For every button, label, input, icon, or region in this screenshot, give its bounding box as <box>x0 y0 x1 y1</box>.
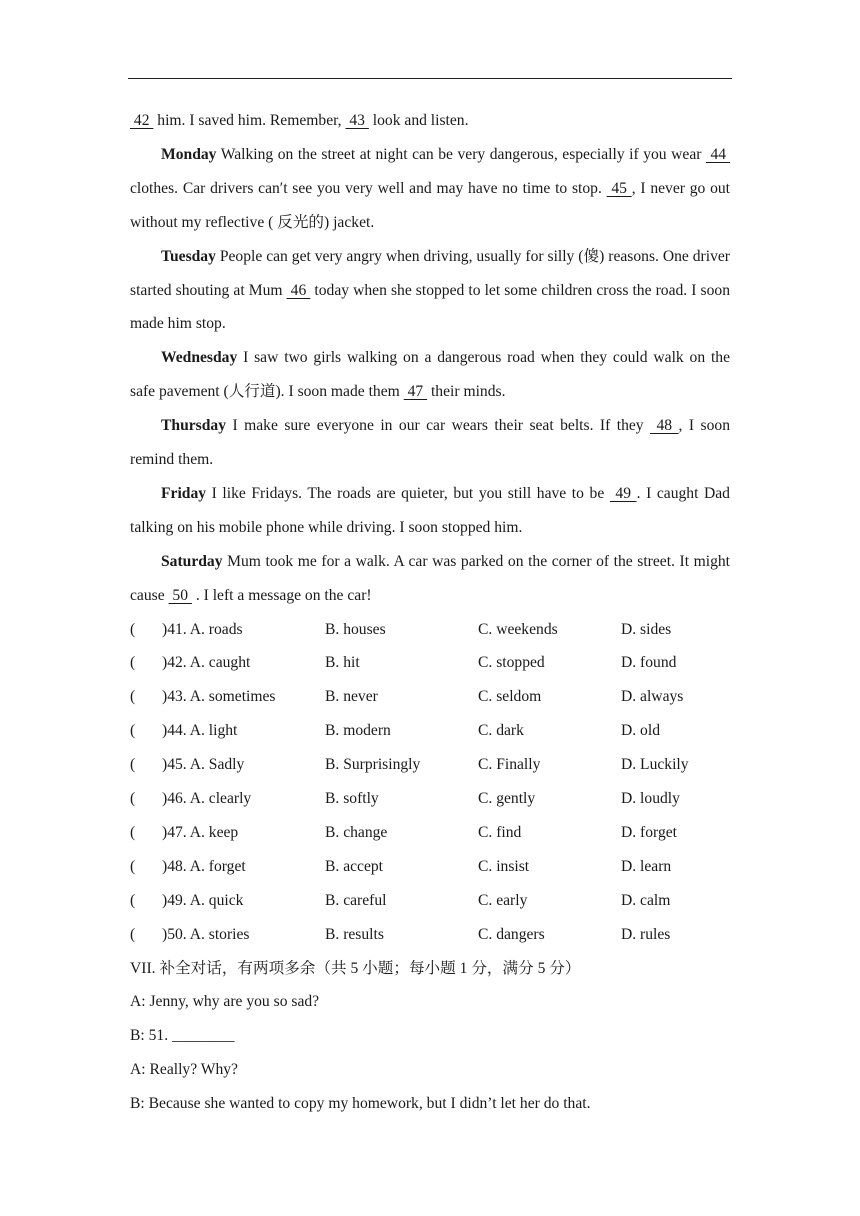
blank-49[interactable]: 49 <box>609 484 637 502</box>
option-a: )42. A. caught <box>162 654 251 672</box>
question-46 <box>130 782 730 816</box>
option-c: C. Finally <box>478 756 541 774</box>
option-a: )44. A. light <box>162 722 238 740</box>
day-label: Saturday <box>161 552 223 570</box>
answer-paren[interactable]: ( <box>130 823 136 841</box>
day-label: Thursday <box>161 417 227 435</box>
day-label: Monday <box>161 145 217 163</box>
option-b: B. houses <box>325 620 386 638</box>
option-a: )46. A. clearly <box>162 790 252 808</box>
option-a: )45. A. Sadly <box>162 756 245 774</box>
diary-text: . I caught Dad talking on his mobile phone while driving. I soon stopped him. <box>130 484 730 536</box>
blank-42[interactable]: 42 <box>130 112 154 129</box>
dialog-line: A: Jenny, why are you so sad? <box>130 993 320 1011</box>
diary-text: . I left a message on the car! <box>191 586 372 604</box>
dialog-line: A: Really? Why? <box>130 1061 238 1079</box>
header-rule <box>128 78 732 79</box>
option-b: B. results <box>325 925 384 943</box>
option-c: C. seldom <box>478 688 542 706</box>
day-label: Tuesday <box>161 247 216 265</box>
blank-46[interactable]: 46 <box>286 281 311 299</box>
dialog-line: B: Because she wanted to copy my homework, but I didn’t let her do that. <box>130 1095 591 1113</box>
option-a: )47. A. keep <box>162 823 239 841</box>
question-48 <box>130 850 730 884</box>
diary-text: I like Fridays. The roads are quieter, but you still have to be <box>206 484 610 502</box>
diary-text: I make sure everyone in our car wears their seat belts. If they <box>226 417 651 435</box>
diary-friday <box>130 477 730 545</box>
option-d: D. found <box>621 654 677 672</box>
blank-48[interactable]: 48 <box>650 417 679 435</box>
diary-text: Mum took me for a walk. A car was parked on the corner of the street. It might cause <box>130 552 730 604</box>
document-body <box>130 104 730 1121</box>
section-7-title: VII. 补全对话，有两项多余（共 5 小题；每小题 1 分，满分 5 分） <box>130 959 581 977</box>
answer-paren[interactable]: ( <box>130 620 136 638</box>
question-47 <box>130 816 730 850</box>
option-c: C. insist <box>478 857 530 875</box>
option-d: D. loudly <box>621 790 680 808</box>
option-c: C. stopped <box>478 654 545 672</box>
answer-paren[interactable]: ( <box>130 722 136 740</box>
blank-43[interactable]: 43 <box>345 112 369 129</box>
option-d: D. learn <box>621 857 672 875</box>
option-d: D. old <box>621 722 660 740</box>
question-43 <box>130 680 730 714</box>
option-b: B. softly <box>325 790 379 808</box>
diary-text: People can get very angry when driving, usually for silly (傻) reasons. One driver started shouting at Mum <box>130 247 730 299</box>
answer-paren[interactable]: ( <box>130 925 136 943</box>
answer-paren[interactable]: ( <box>130 688 136 706</box>
diary-text: , I never go out without my reflective ( 反光的) jacket. <box>130 179 731 231</box>
option-a: )43. A. sometimes <box>162 688 276 706</box>
option-c: C. dangers <box>478 925 545 943</box>
diary-text: today when she stopped to let some children cross the road. I soon made him stop. <box>130 281 730 333</box>
diary-text: clothes. Car drivers can′t see you very well and may have no time to stop. <box>130 179 607 197</box>
option-d: D. Luckily <box>621 756 689 774</box>
option-d: D. rules <box>621 925 671 943</box>
day-label: Friday <box>161 484 207 502</box>
question-45 <box>130 748 730 782</box>
diary-saturday <box>130 545 730 613</box>
blank-47[interactable]: 47 <box>403 383 428 401</box>
diary-thursday <box>130 409 730 477</box>
option-c: C. weekends <box>478 620 558 638</box>
blank-44[interactable]: 44 <box>705 145 730 163</box>
option-d: D. sides <box>621 620 672 638</box>
answer-paren[interactable]: ( <box>130 654 136 672</box>
passage-line-continued <box>130 104 730 138</box>
question-41 <box>130 613 730 647</box>
blank-45[interactable]: 45 <box>606 179 632 197</box>
question-list <box>130 613 730 952</box>
dialog-line-blank-51[interactable]: B: 51. ________ <box>130 1027 235 1045</box>
passage-text: look and listen. <box>368 112 469 129</box>
question-49 <box>130 884 730 918</box>
option-b: B. accept <box>325 857 384 875</box>
option-b: B. careful <box>325 891 387 909</box>
option-a: )48. A. forget <box>162 857 246 875</box>
question-44 <box>130 714 730 748</box>
option-a: )50. A. stories <box>162 925 250 943</box>
option-c: C. find <box>478 823 522 841</box>
answer-paren[interactable]: ( <box>130 790 136 808</box>
option-c: C. dark <box>478 722 524 740</box>
option-a: )49. A. quick <box>162 891 244 909</box>
diary-monday <box>130 138 730 240</box>
diary-tuesday <box>130 240 730 342</box>
option-b: B. never <box>325 688 378 706</box>
option-b: B. modern <box>325 722 391 740</box>
diary-text: I saw two girls walking on a dangerous road when they could walk on the safe pavement (人行道). I soon made them <box>130 349 730 401</box>
option-b: B. Surprisingly <box>325 756 421 774</box>
day-label: Wednesday <box>161 349 238 367</box>
diary-wednesday <box>130 341 730 409</box>
option-d: D. always <box>621 688 684 706</box>
option-d: D. forget <box>621 823 678 841</box>
question-50 <box>130 918 730 952</box>
diary-text: Walking on the street at night can be very dangerous, especially if you wear <box>216 145 706 163</box>
blank-50[interactable]: 50 <box>168 586 192 604</box>
option-c: C. early <box>478 891 528 909</box>
option-d: D. calm <box>621 891 671 909</box>
option-b: B. change <box>325 823 388 841</box>
diary-text: their minds. <box>427 383 506 401</box>
option-a: )41. A. roads <box>162 620 243 638</box>
answer-paren[interactable]: ( <box>130 891 136 909</box>
answer-paren[interactable]: ( <box>130 857 136 875</box>
option-c: C. gently <box>478 790 536 808</box>
passage-text: him. I saved him. Remember, <box>153 112 346 129</box>
diary-text: , I soon remind them. <box>130 417 730 469</box>
answer-paren[interactable]: ( <box>130 756 136 774</box>
option-b: B. hit <box>325 654 360 672</box>
question-42 <box>130 646 730 680</box>
